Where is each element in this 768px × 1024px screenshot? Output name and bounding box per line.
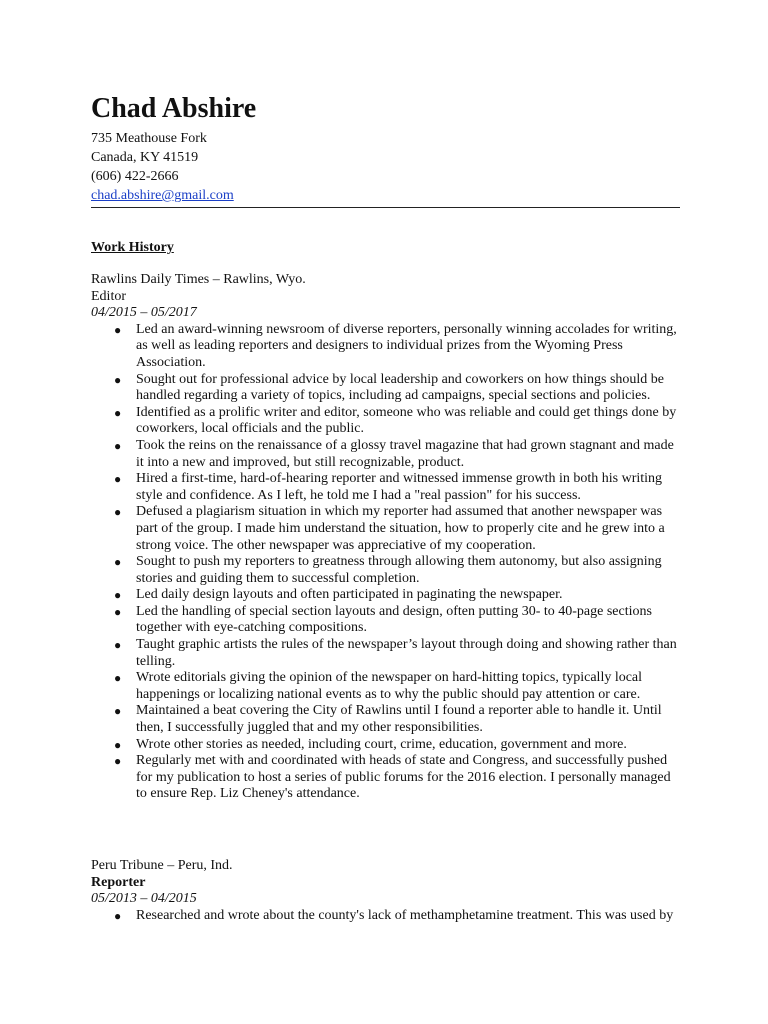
bullet-text: Sought to push my reporters to greatness through allowing them autonomy, but also assigning stories and guiding them to successful completion.	[136, 554, 662, 586]
bullet-icon: ●	[114, 555, 122, 570]
bullet-text: Led the handling of special section layouts and design, often putting 30- to 40-page sections together with eye-catching compositions.	[136, 603, 652, 636]
list-item	[91, 637, 680, 670]
bullet-icon: ●	[114, 322, 122, 337]
bullet-icon: ●	[114, 372, 122, 387]
list-item	[91, 670, 680, 703]
bullet-icon: ●	[114, 472, 122, 487]
bullet-icon: ●	[114, 405, 122, 420]
header-divider	[91, 207, 680, 208]
list-item	[91, 322, 680, 372]
bullet-icon: ●	[114, 754, 122, 769]
job-bullet-list	[91, 322, 680, 803]
list-item	[91, 504, 680, 554]
address-line-2: Canada, KY 41519	[91, 150, 199, 165]
bullet-text: Regularly met with and coordinated with heads of state and Congress, and successfully pushed for my publication to host a series of public forums for the 2016 election. I personally managed to ensure Rep. Liz Cheney's attendance.	[136, 753, 671, 802]
work-history-heading: Work History	[91, 240, 174, 255]
job-bullet-list	[91, 908, 680, 925]
list-item	[91, 471, 680, 504]
bullet-icon: ●	[114, 588, 122, 603]
list-item	[91, 587, 680, 604]
list-item	[91, 372, 680, 405]
email-link[interactable]: chad.abshire@gmail.com	[91, 188, 234, 203]
list-item	[91, 753, 680, 803]
bullet-text: Sought out for professional advice by local leadership and coworkers on how things should be handled regarding a variety of topics, including ad campaigns, special sections and policies.	[136, 371, 665, 404]
list-item	[91, 604, 680, 637]
bullet-icon: ●	[114, 908, 122, 923]
list-item	[91, 703, 680, 736]
candidate-name: Chad Abshire	[91, 93, 257, 124]
list-item	[91, 405, 680, 438]
job-employer: Rawlins Daily Times – Rawlins, Wyo.	[91, 272, 306, 287]
job-title: Reporter	[91, 874, 146, 890]
job-dates: 04/2015 – 05/2017	[91, 305, 197, 321]
list-item	[91, 438, 680, 471]
job-entry-peru	[91, 858, 680, 924]
bullet-text: Researched and wrote about the county's lack of methamphetamine treatment. This was used by	[136, 907, 674, 923]
list-item	[91, 908, 680, 925]
job-employer: Peru Tribune – Peru, Ind.	[91, 858, 233, 873]
list-item	[91, 737, 680, 754]
phone-number: (606) 422-2666	[91, 169, 179, 184]
bullet-icon: ●	[114, 671, 122, 686]
bullet-icon: ●	[114, 737, 122, 752]
bullet-icon: ●	[114, 638, 122, 653]
list-item	[91, 554, 680, 587]
job-entry-rawlins	[91, 272, 680, 803]
bullet-text: Wrote editorials giving the opinion of the newspaper on hard-hitting topics, typically local happenings or localizing national events as to why the public should pay attention or care.	[136, 670, 643, 702]
job-title: Editor	[91, 288, 126, 304]
address-line-1: 735 Meathouse Fork	[91, 131, 207, 146]
bullet-icon: ●	[114, 604, 122, 619]
bullet-text: Maintained a beat covering the City of Rawlins until I found a reporter able to handle it. Until then, I successfully juggled that and my other responsibilities.	[136, 703, 662, 736]
bullet-text: Took the reins on the renaissance of a glossy travel magazine that had grown stagnant and made it into a new and improved, but still recognizable, product.	[136, 437, 674, 470]
bullet-text: Taught graphic artists the rules of the newspaper’s layout through doing and showing rather than telling.	[136, 637, 677, 669]
job-dates: 05/2013 – 04/2015	[91, 891, 197, 907]
bullet-text: Identified as a prolific writer and editor, someone who was reliable and could get things done by coworkers, local officials and the public.	[136, 404, 677, 437]
contact-block	[91, 129, 234, 205]
bullet-text: Wrote other stories as needed, including court, crime, education, government and more.	[136, 736, 627, 752]
bullet-text: Hired a first-time, hard-of-hearing reporter and witnessed immense growth in both his writing style and confidence. As I left, he told me I had a "real passion" for his success.	[136, 471, 663, 503]
bullet-icon: ●	[114, 505, 122, 520]
bullet-icon: ●	[114, 438, 122, 453]
bullet-text: Defused a plagiarism situation in which my reporter had assumed that another newspaper was part of the group. I made him understand the situation, how to properly cite and he grew into a strong voice. The other newspaper was appreciative of my cooperation.	[136, 504, 665, 553]
bullet-icon: ●	[114, 704, 122, 719]
bullet-text: Led an award-winning newsroom of diverse reporters, personally winning accolades for writing, as well as leading reporters and designers to individual prizes from the Wyoming Press Association.	[136, 321, 677, 370]
bullet-text: Led daily design layouts and often participated in paginating the newspaper.	[136, 587, 563, 603]
